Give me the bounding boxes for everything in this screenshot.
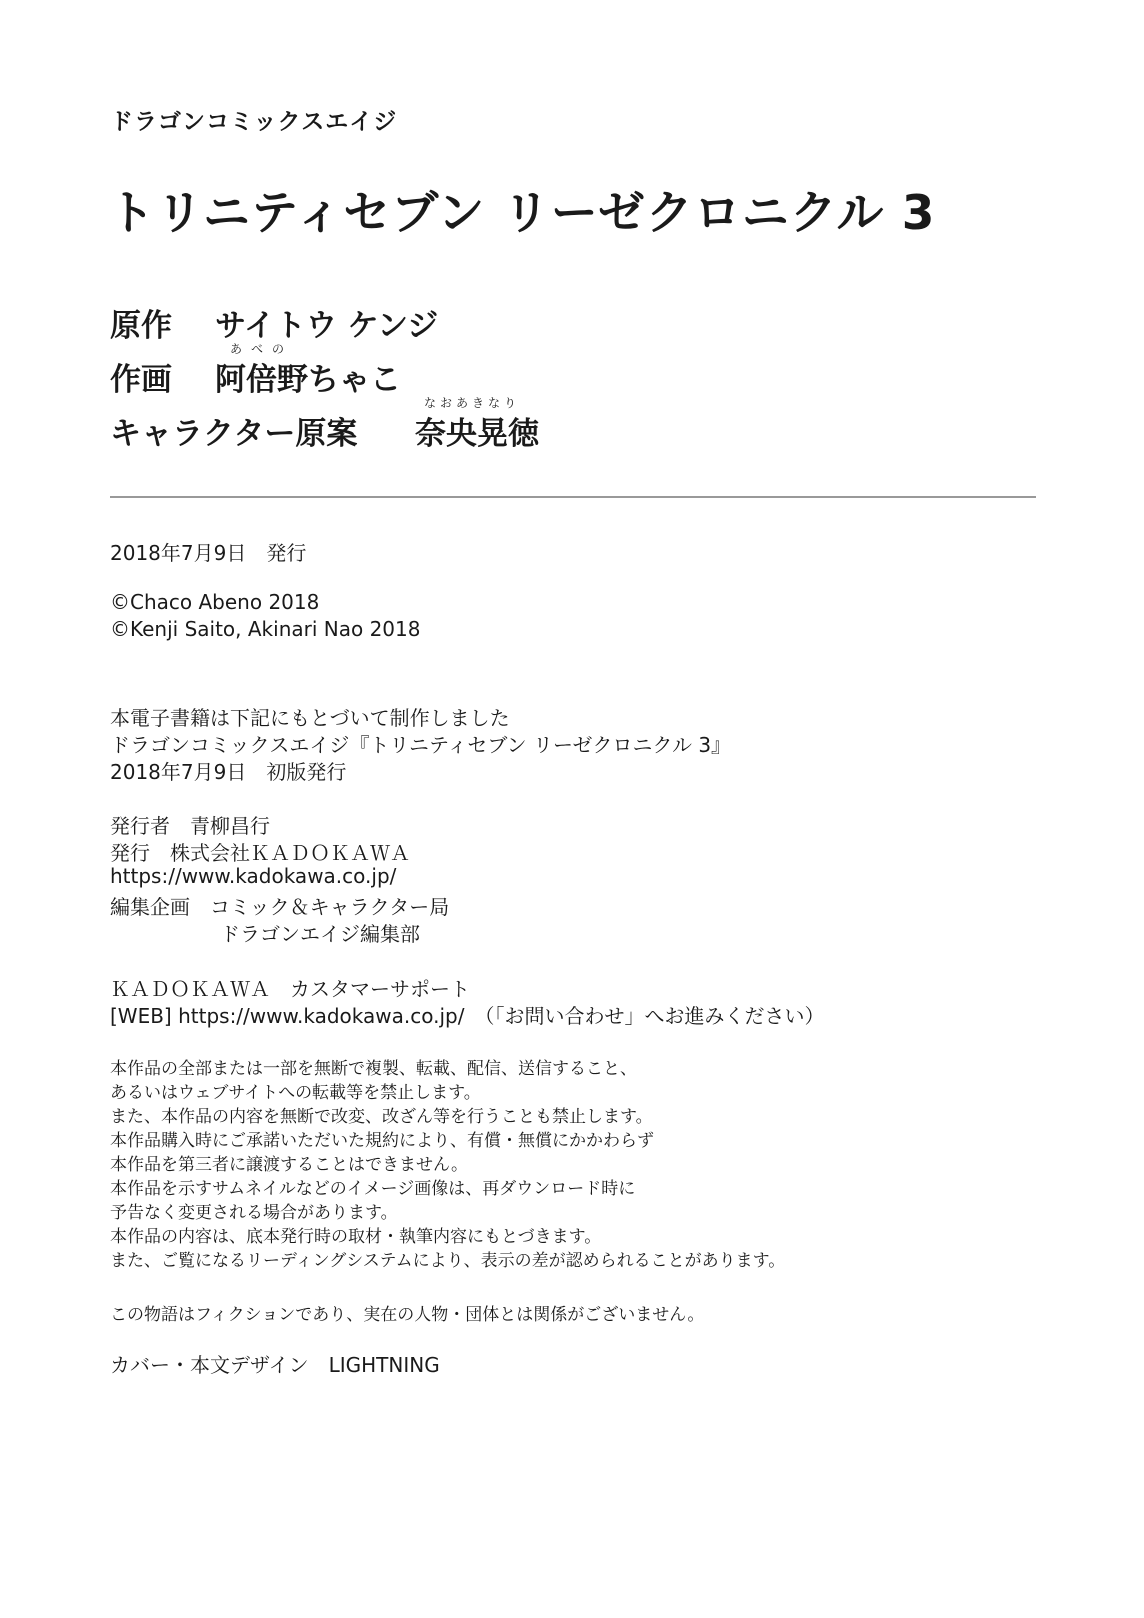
credit-art	[110, 342, 401, 398]
source-note: 本電子書籍は下記にもとづいて制作しました	[110, 706, 510, 730]
notice-line: また、ご覧になるリーディングシステムにより、表示の差が認められることがあります。	[110, 1251, 786, 1271]
credit-role: 原作	[110, 308, 172, 344]
source-note: ドラゴンコミックスエイジ『トリニティセブン リーゼクロニクル 3』	[110, 733, 732, 757]
design-credit: カバー・本文デザイン LIGHTNING	[110, 1353, 440, 1377]
notice-line: 本作品を示すサムネイルなどのイメージ画像は、再ダウンロード時に	[110, 1179, 636, 1199]
editing-line: 編集企画 コミック＆キャラクター局	[110, 895, 450, 919]
support-web-line: [WEB] https://www.kadokawa.co.jp/ （「お問い合わせ」へお進みください）	[110, 1004, 825, 1028]
notice-line: 本作品を第三者に譲渡することはできません。	[110, 1155, 469, 1175]
support-line: ＫＡＤＯＫＡＷＡ カスタマーサポート	[110, 977, 470, 1001]
book-title: トリニティセブン リーゼクロニクル 3	[108, 186, 936, 241]
credit-original	[110, 300, 439, 344]
notice-line: 本作品購入時にご承諾いただいた規約により、有償・無償にかかわらず	[110, 1131, 654, 1151]
notice-line: あるいはウェブサイトへの転載等を禁止します。	[110, 1083, 481, 1103]
issuer-line: 発行 株式会社ＫＡＤＯＫＡＷＡ	[110, 841, 410, 865]
name-ruby: あべの	[230, 342, 294, 356]
copyright-line: ©Chaco Abeno 2018	[110, 590, 320, 614]
divider	[110, 496, 1036, 498]
publisher-url: https://www.kadokawa.co.jp/	[110, 864, 397, 888]
publish-date: 2018年7月9日 発行	[110, 541, 307, 565]
credit-role: キャラクター原案	[110, 416, 358, 452]
publisher-line: 発行者 青柳昌行	[110, 814, 270, 838]
credit-character-design	[110, 396, 539, 452]
name-ruby: なおあきなり	[424, 396, 521, 410]
notice-line: 本作品の内容は、底本発行時の取材・執筆内容にもとづきます。	[110, 1227, 602, 1247]
imprint-label: ドラゴンコミックスエイジ	[110, 109, 398, 135]
department-line: ドラゴンエイジ編集部	[220, 922, 420, 946]
notice-line: 予告なく変更される場合があります。	[110, 1203, 398, 1223]
source-note: 2018年7月9日 初版発行	[110, 760, 347, 784]
credit-role: 作画	[110, 362, 172, 398]
credit-name: 阿倍野ちゃこ	[215, 362, 401, 398]
credit-name: サイトウ ケンジ	[215, 308, 439, 344]
credit-name: 奈央晃徳	[415, 416, 539, 452]
copyright-line: ©Kenji Saito, Akinari Nao 2018	[110, 617, 421, 641]
fiction-notice: この物語はフィクションであり、実在の人物・団体とは関係がございません。	[110, 1305, 705, 1325]
notice-line: また、本作品の内容を無断で改変、改ざん等を行うことも禁止します。	[110, 1107, 653, 1127]
notice-line: 本作品の全部または一部を無断で複製、転載、配信、送信すること、	[110, 1059, 637, 1079]
